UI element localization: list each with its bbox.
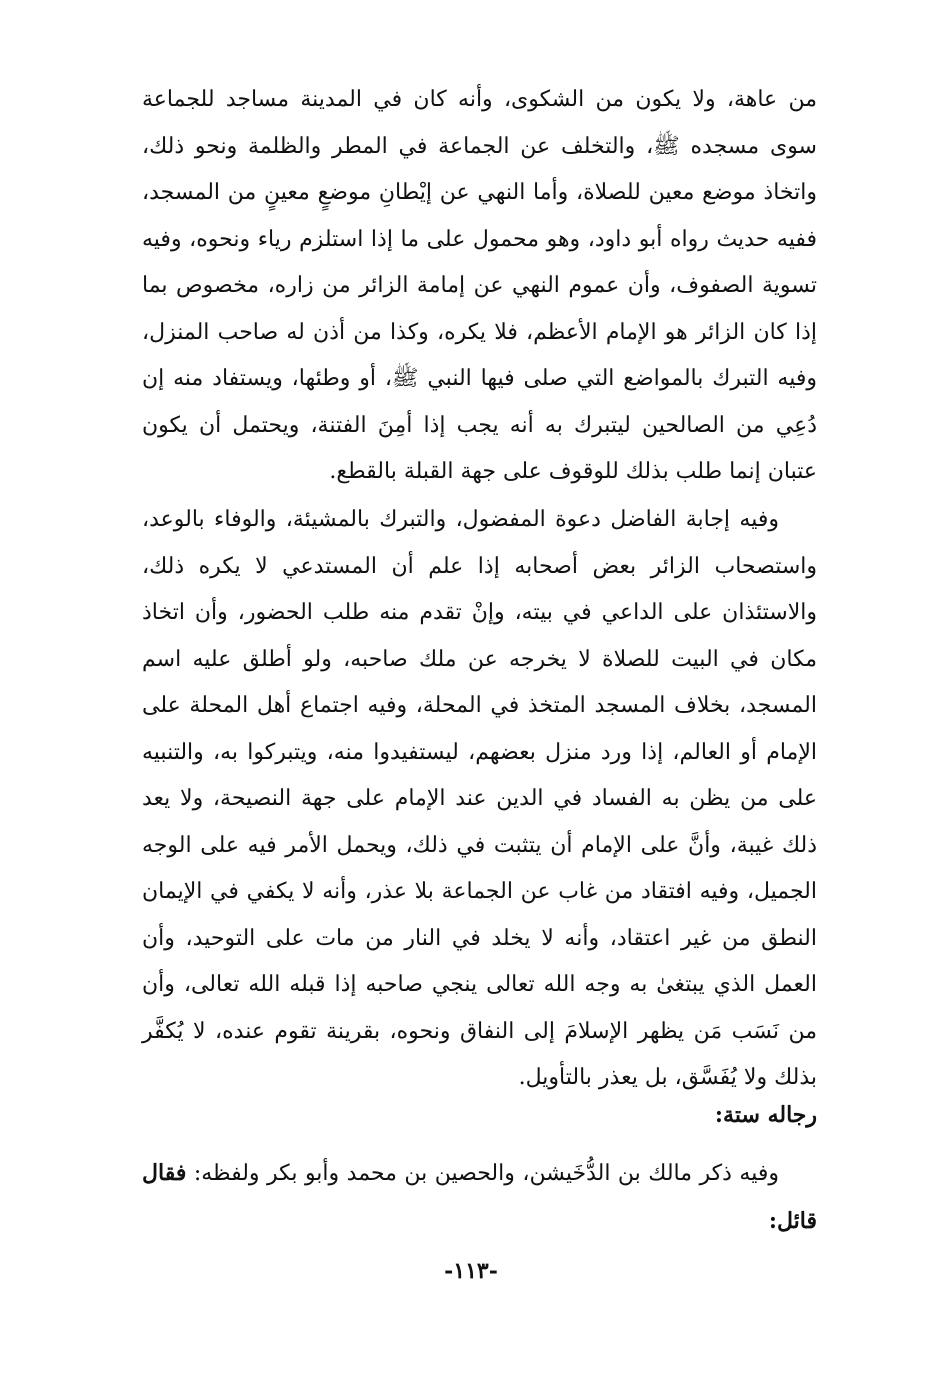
paragraph-narrators-mention [142,1150,817,1245]
paragraph-further-benefits: وفيه إجابة الفاضل دعوة المفضول، والتبرك بالمشيئة، والوفاء بالوعد، واستصحاب الزائر بعض أصحابه إذا علم أن المستدعي لا يكره ذلك، والاستئذان على الداعي في بيته، وإنْ تقدم منه طلب الحضور، وأن اتخاذ مكان في البيت للصلاة لا يخرجه عن ملك صاحبه، ولو أطلق عليه اسم المسجد، بخلاف المسجد المتخذ في المحلة، وفيه اجتماع أهل المحلة على الإمام أو العالم، إذا ورد منزل بعضهم، ليستفيدوا منه، ويتبركوا به، والتنبيه على من يظن به الفساد في الدين عند الإمام على جهة النصيحة، ولا يعد ذلك غيبة، وأنَّ على الإمام أن يتثبت في ذلك، ويحمل الأمر فيه على الوجه الجميل، وفيه افتقاد من غاب عن الجماعة بلا عذر، وأنه لا يكفي في الإيمان النطق من غير اعتقاد، وأنه لا يخلد في النار من مات على التوحيد، وأن العمل الذي يبتغىٰ به وجه الله تعالى ينجي صاحبه إذا قبله الله تعالى، وأن من نَسَب مَن يظهر الإسلامَ إلى النفاق ونحوه، بقرينة تقوم عنده، لا يُكفَّر بذلك ولا يُفَسَّق، بل يعذر بالتأويل. [142,507,817,1090]
page-number: -١١٣- [444,1258,498,1284]
narrators-text: وفيه ذكر مالك بن الدُّخَيشن، والحصين بن محمد وأبو بكر ولفظه: [186,1161,779,1186]
paragraph-hadith-benefits: من عاهة، ولا يكون من الشكوى، وأنه كان في المدينة مساجد للجماعة سوى مسجده ﷺ، والتخلف عن الجماعة في المطر والظلمة ونحو ذلك، واتخاذ موضع معين للصلاة، وأما النهي عن إيْطانِ موضعٍ معينٍ من المسجد، ففيه حديث رواه أبو داود، وهو محمول على ما إذا استلزم رياء ونحوه، وفيه تسوية الصفوف، وأن عموم النهي عن إمامة الزائر من زاره، مخصوص بما إذا كان الزائر هو الإمام الأعظم، فلا يكره، وكذا من أذن له صاحب المنزل، وفيه التبرك بالمواضع التي صلى فيها النبي ﷺ، أو وطئها، ويستفاد منه إن دُعِي من الصالحين ليتبرك به أنه يجب إذا أمِنَ الفتنة، ويحتمل أن يكون عتبان إنما طلب بذلك للوقوف على جهة القبلة بالقطع. [142,87,818,484]
section-heading-narrators: رجاله ستة: [714,1102,817,1128]
narrators-quote-lead: فقال قائل: [142,1160,817,1234]
